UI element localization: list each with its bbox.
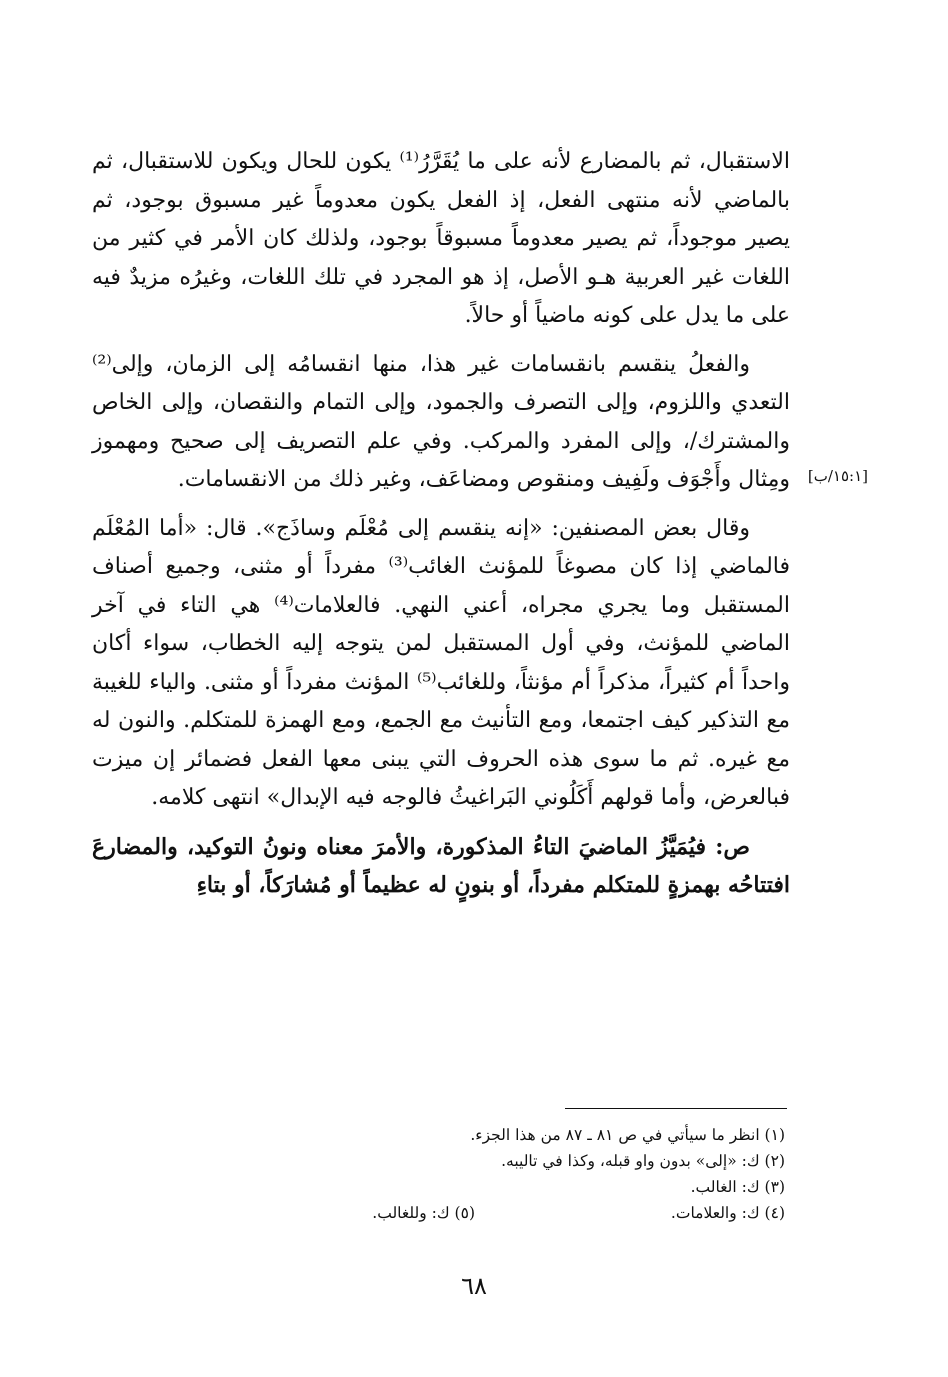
paragraph-1: الاستقبال، ثم بالمضارع لأنه على ما يُقَرَّرُ⁽¹⁾ يكون للحال ويكون للاستقبال، ثم بالماضي لأنه منتهى الفعل، إذ الفعل يكون معدوماً غير مسبوق بوجود، ثم يصير موجوداً، ثم يصير معدوماً مسبوقاً بوجود، ولذلك كان الأمر في كثير من اللغات غير العربية هـو الأصل، إذ هو المجرد في تلك اللغات، وغيرُه مزيدٌ فيه على ما يدل على كونه ماضياً أو حالاً. — [92, 149, 790, 328]
footnote-3: (٣) ك: الغالب. — [690, 1178, 785, 1196]
paragraph-3: وقال بعض المصنفين: «إنه ينقسم إلى مُعْلَم وساذَج». قال: «أما المُعْلَم فالماضي إذا كان مصوغاً للمؤنث الغائب⁽³⁾ مفرداً أو مثنى، وجميع أصناف المستقبل وما يجري مجراه، أعني النهي. فالعلامات⁽⁴⁾ هي التاء في آخر الماضي للمؤنث، وفي أول المستقبل لمن يتوجه إليه الخطاب، سواء أكان واحداً أم كثيراً، مذكراً أم مؤنثاً، وللغائب⁽⁵⁾ المؤنث مفرداً أو مثنى. والياء للغيبة مع التذكير كيف اجتمعا، ومع التأنيث مع الجمع، ومع الهمزة للمتكلم. والنون له مع غيره. ثم ما سوى هذه الحروف التي يبنى معها الفعل فضمائر إن ميزت فبالعرض، وأما قولهم أَكَلُوني البَراغيثُ فالوجه فيه الإبدال» انتهى كلامه. — [92, 515, 790, 810]
footnote-5: (٥) ك: وللغالب. — [372, 1204, 475, 1222]
paragraph-2: والفعلُ ينقسم بانقسامات غير هذا، منها انقسامُه إلى الزمان، وإلى⁽²⁾ التعدي واللزوم، وإلى التصرف والجمود، وإلى التمام والنقصان، وإلى الخاص والمشترك/، وإلى المفرد والمركب. وفي علم التصريف إلى صحيح ومهموز ومِثال وأَجْوَف ولَفِيف ومنقوص ومضاعَف، وغير ذلك من الانقسامات. — [92, 351, 790, 492]
page-number: ٦٨ — [461, 1272, 487, 1300]
footnote-separator — [565, 1108, 787, 1109]
manuscript-folio-marker: [١٥:١/ب] — [807, 467, 868, 485]
footnote-2: (٢) ك: «إلى» بدون واو قبله، وكذا في تاليبه. — [501, 1152, 785, 1170]
footnotes — [92, 1122, 785, 1226]
main-text — [92, 143, 790, 905]
footnote-1: (١) انظر ما سيأتي في ص ٨١ ـ ٨٧ من هذا الجزء. — [470, 1126, 785, 1144]
footnote-4: (٤) ك: والعلامات. — [670, 1204, 785, 1222]
paragraph-4-bold: ص: فيُمَيَّزُ الماضيَ التاءُ المذكورة، والأمرَ معناه ونونُ التوكيد، والمضارعَ افتتاحُه بهمزةٍ للمتكلم مفرداً، أو بنونٍ له عظيماً أو مُشارَكاً، أو بتاءِ — [92, 833, 790, 898]
footnote-row-4-5 — [92, 1200, 785, 1226]
